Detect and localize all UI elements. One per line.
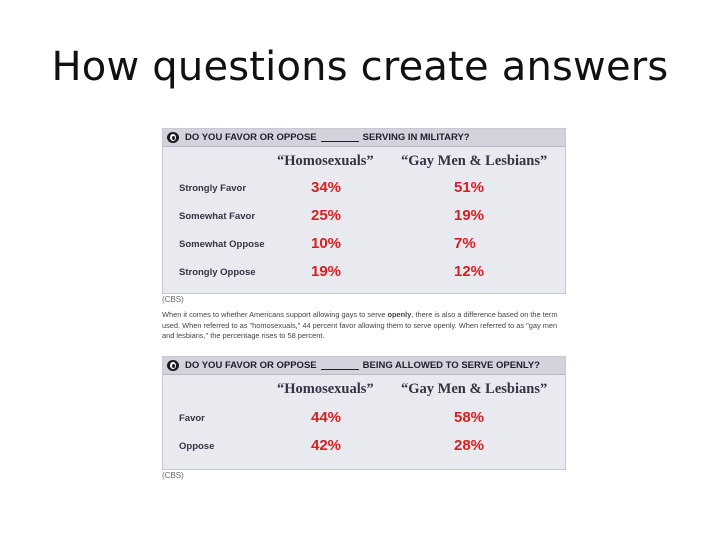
blank-line (321, 361, 359, 370)
caption-emphasis: openly (387, 310, 412, 319)
value-homosexuals: 10% (311, 235, 342, 252)
caption-text-start: When it comes to whether Americans support allowing gays to serve (162, 310, 388, 319)
poll-header-suffix: BEING ALLOWED TO SERVE OPENLY? (362, 360, 540, 371)
row-label-somewhat-favor: Somewhat Favor (179, 211, 256, 222)
slide-title: How questions create answers (51, 44, 669, 90)
value-homosexuals: 25% (311, 207, 342, 224)
source-credit: (CBS) (162, 295, 184, 304)
value-homosexuals: 34% (311, 179, 342, 196)
column-header-gay-men-lesbians: “Gay Men & Lesbians” (401, 381, 548, 397)
caption-text-end: , there is also a difference based on the term used. When referred to as "homosexuals," 44 percent favor allowing them to serve openly. When referred to as "gay men and lesbians," the percentage rises to 58 percent. (162, 310, 558, 341)
row-label-strongly-oppose: Strongly Oppose (179, 267, 256, 278)
column-header-gay-men-lesbians: “Gay Men & Lesbians” (401, 153, 548, 169)
poll-header-suffix: SERVING IN MILITARY? (362, 132, 470, 143)
row-label-strongly-favor: Strongly Favor (179, 183, 247, 194)
value-homosexuals: 42% (311, 437, 342, 454)
value-gay-men-lesbians: 58% (454, 409, 485, 426)
row-label-oppose: Oppose (179, 441, 215, 452)
source-credit: (CBS) (162, 471, 184, 480)
value-homosexuals: 44% (311, 409, 342, 426)
poll-header (163, 129, 565, 147)
poll-serve-openly (162, 356, 566, 470)
poll-military-service (162, 128, 566, 294)
column-header-homosexuals: “Homosexuals” (277, 153, 374, 169)
blank-line (321, 133, 359, 142)
value-gay-men-lesbians: 28% (454, 437, 485, 454)
value-gay-men-lesbians: 7% (454, 235, 476, 252)
column-header-homosexuals: “Homosexuals” (277, 381, 374, 397)
cbs-eye-icon (167, 132, 179, 143)
value-gay-men-lesbians: 12% (454, 263, 485, 280)
row-label-favor: Favor (179, 413, 205, 424)
poll-header-prefix: DO YOU FAVOR OR OPPOSE (185, 360, 317, 371)
poll-header (163, 357, 565, 375)
caption-paragraph (162, 310, 564, 342)
cbs-eye-icon (167, 360, 179, 371)
poll-header-prefix: DO YOU FAVOR OR OPPOSE (185, 132, 317, 143)
value-gay-men-lesbians: 51% (454, 179, 485, 196)
value-gay-men-lesbians: 19% (454, 207, 485, 224)
value-homosexuals: 19% (311, 263, 342, 280)
row-label-somewhat-oppose: Somewhat Oppose (179, 239, 265, 250)
